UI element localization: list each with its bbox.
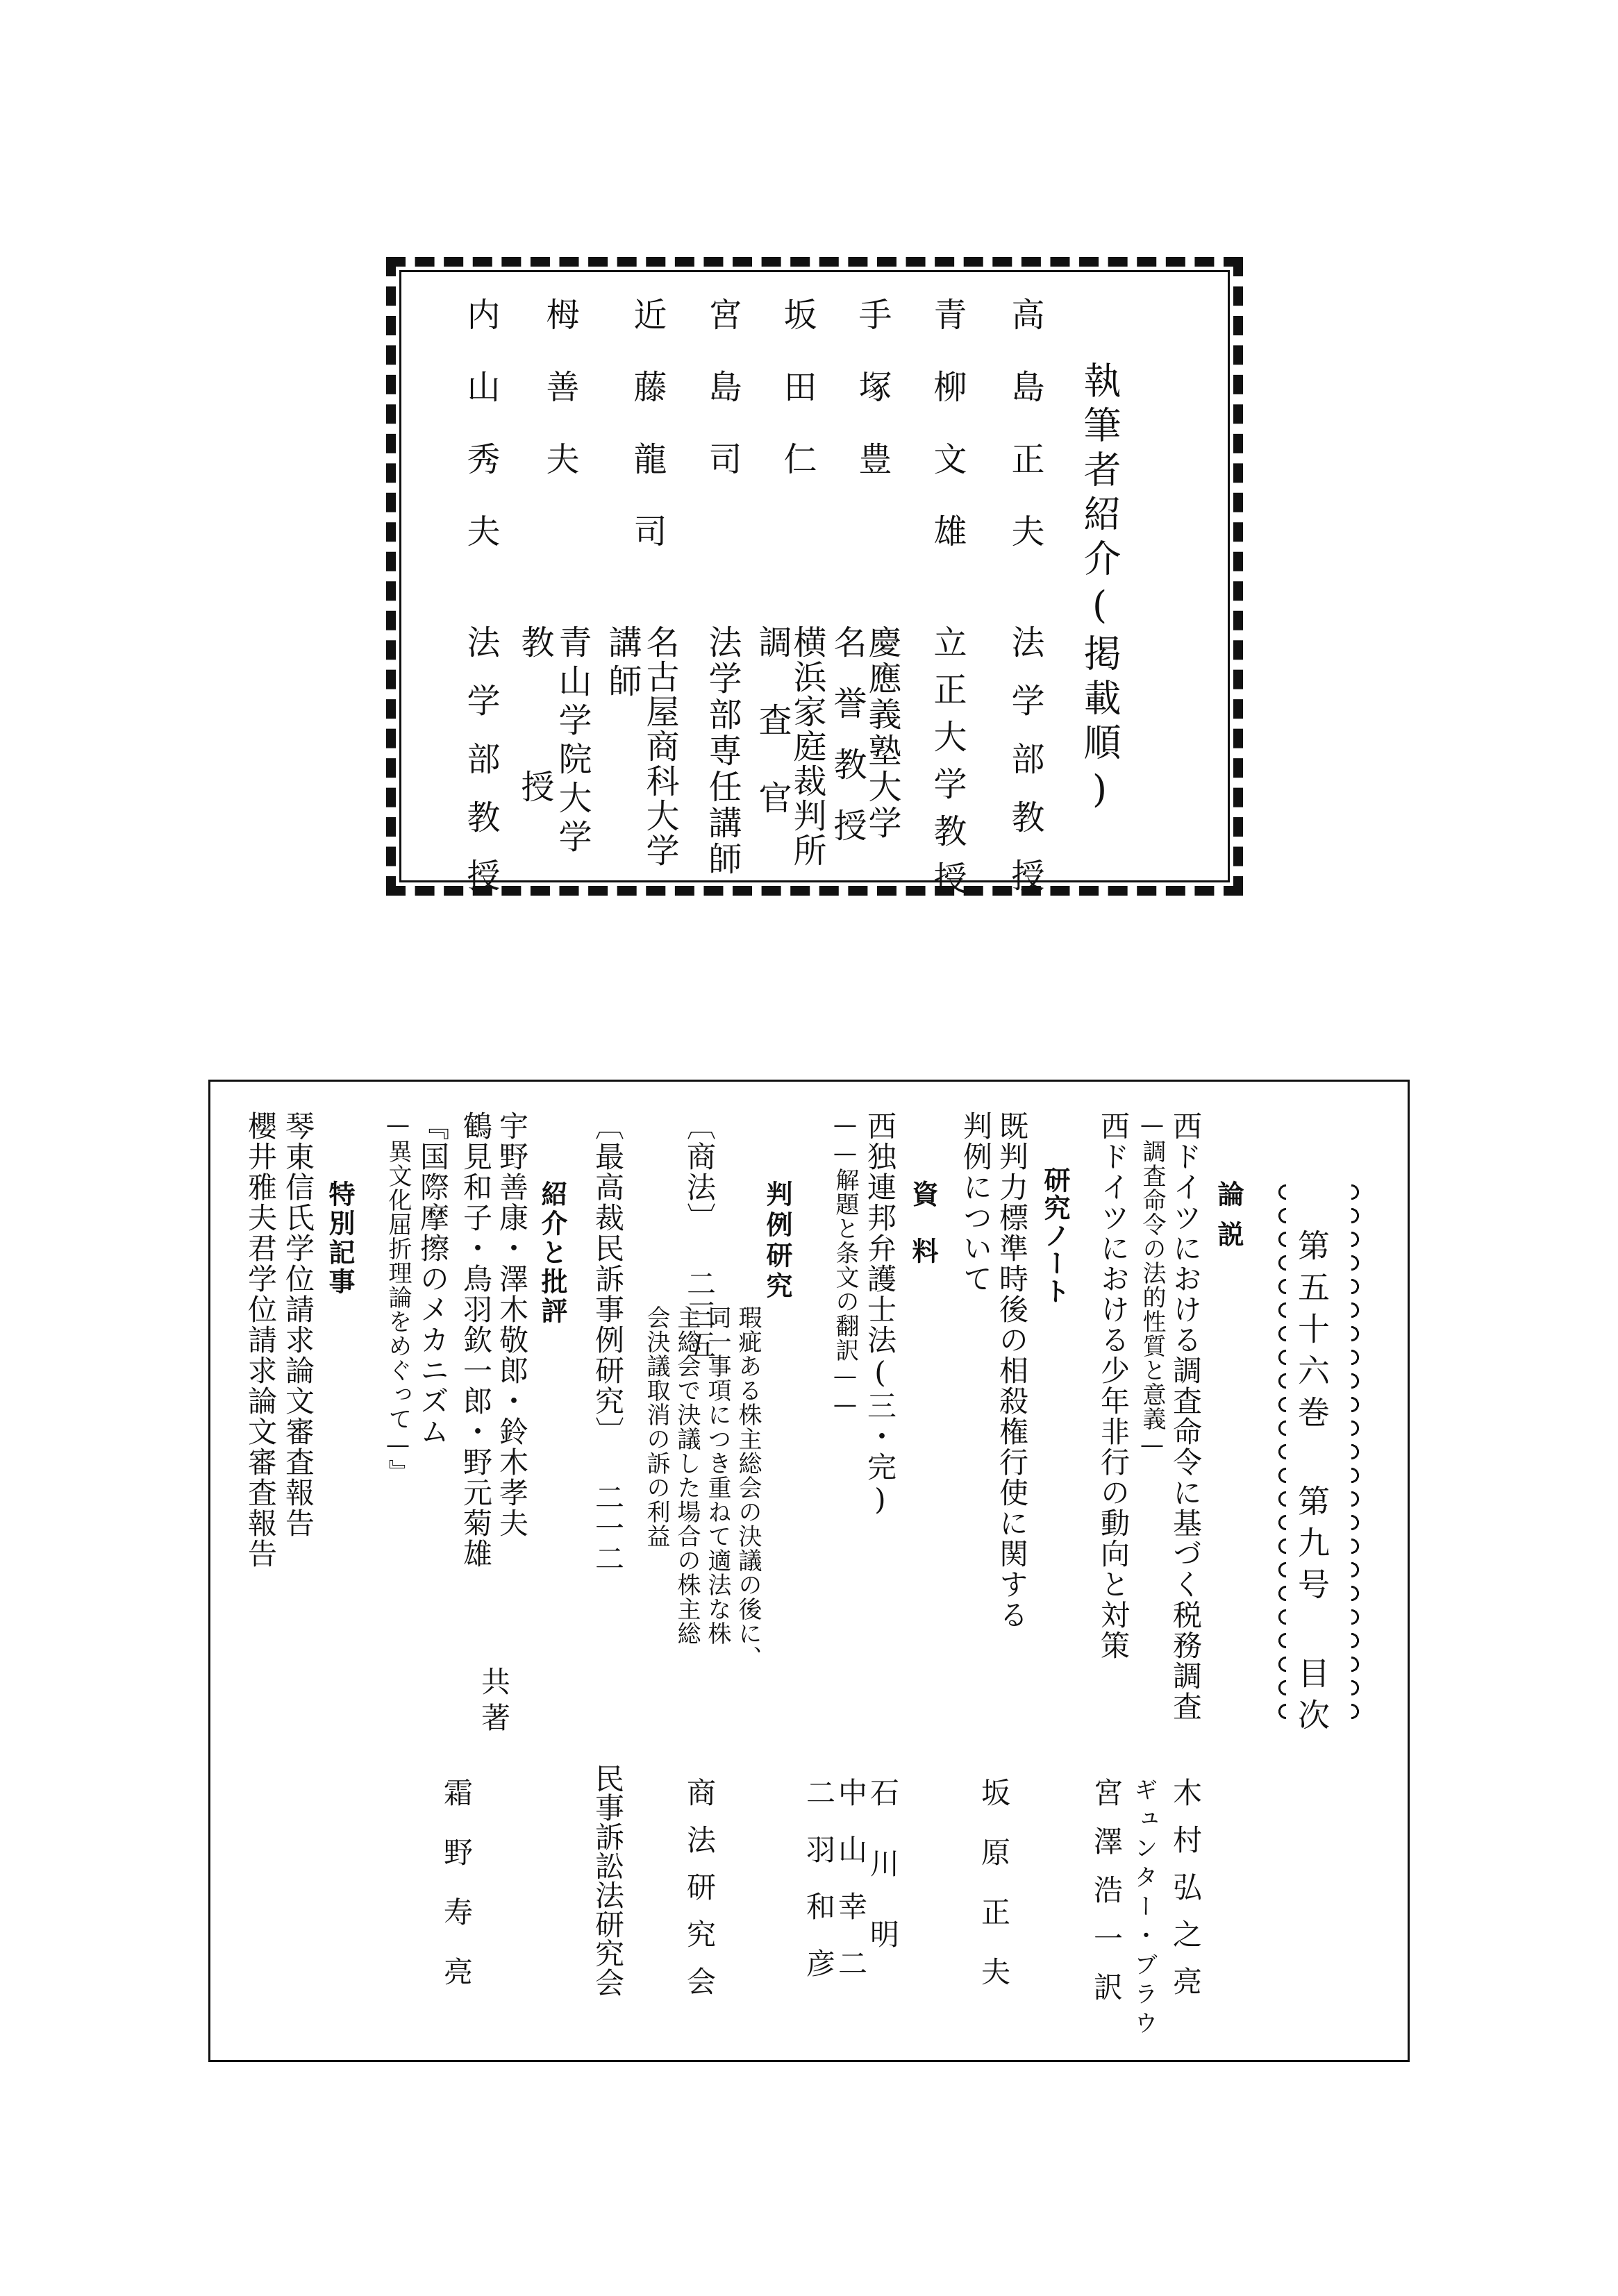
contributor-affiliation: 講師 (603, 625, 642, 703)
section-tokubetsu: 特別記事 (324, 1180, 356, 1297)
contributor-name: 坂田仁 (778, 297, 817, 514)
article-author: 坂原正夫 (977, 1777, 1011, 2016)
contributor-affiliation: 法学部専任講師 (703, 625, 742, 878)
wavy-bracket-right (1351, 1180, 1362, 1722)
article-subtitle: ——解題と条文の翻訳—— (831, 1111, 859, 1419)
contributor-affiliation: 法学部教授 (1006, 625, 1044, 916)
section-kenkyu-note: 研究ノート (1040, 1166, 1071, 1305)
section-ronsetsu: 論説 (1213, 1180, 1244, 1261)
wavy-bracket-left (1275, 1180, 1286, 1722)
contributor-name: 近藤龍司 (628, 297, 667, 586)
toc-heading: 第五十六巻 第九号 目次 (1293, 1229, 1331, 1740)
review-book-title: 『国際摩擦のメカニズム (416, 1111, 450, 1447)
contributors-title: 執筆者紹介(掲載順) (1078, 361, 1121, 818)
article-title: 西ドイツにおける少年非行の動向と対策 (1096, 1111, 1131, 1661)
review-editors-suffix: 共著 (477, 1666, 511, 1738)
contributor-affiliation: 横浜家庭裁判所 (787, 625, 826, 868)
contributor-affiliation: 法学部教授 (461, 625, 500, 916)
case-author: 民事訴訟法研究会 (591, 1763, 625, 1997)
case-label: 〔最高裁民訴事例研究〕 二一二 (591, 1111, 625, 1574)
article-author: 石川明 (866, 1777, 900, 1990)
contributor-affiliation: 慶應義塾大学 (862, 625, 901, 841)
article-author: 木村弘之亮 (1169, 1777, 1203, 2013)
review-author: 霜野寿亮 (440, 1777, 474, 2016)
article-title: 西独連邦弁護士法(三・完) (863, 1111, 897, 1518)
article-author: 中山幸二 (834, 1777, 868, 2005)
case-title: 同一事項につき重ねて適法な株 (703, 1305, 731, 1645)
report-title: 櫻井雅夫君学位請求論文審査報告 (244, 1111, 278, 1569)
contributor-affiliation: 調査官 (753, 625, 792, 858)
case-title: 瑕疵ある株主総会の決議の後に、 (734, 1305, 762, 1670)
review-book-subtitle: —異文化屈折理論をめぐって—』 (384, 1111, 412, 1484)
contributor-affiliation: 名誉教授 (828, 625, 867, 869)
contributor-name: 内山秀夫 (461, 297, 500, 586)
contributor-affiliation: 青山学院大学 (553, 625, 592, 858)
contributor-name: 青柳文雄 (928, 297, 967, 586)
article-translator: 宮澤浩一訳 (1090, 1777, 1124, 2020)
contributor-name: 手塚豊 (853, 297, 892, 514)
case-title: 会決議取消の訴の利益 (642, 1305, 670, 1548)
section-hanrei: 判例研究 (762, 1180, 793, 1302)
case-label: 〔商法〕 二三五 (683, 1111, 717, 1360)
case-title: 主総会で決議した場合の株主総 (673, 1305, 701, 1645)
article-author: 二羽和彦 (802, 1777, 836, 2005)
contributor-name: 高島正夫 (1006, 297, 1044, 586)
case-author: 商法研究会 (683, 1777, 717, 2013)
contributor-name: 宮島司 (703, 297, 742, 514)
article-subtitle: —調査命令の法的性質と意義— (1138, 1111, 1166, 1459)
report-title: 琴東信氏学位請求論文審査報告 (281, 1111, 315, 1539)
section-shokai: 紹介と批評 (537, 1180, 568, 1326)
article-author: ギュンター・ブラウ (1130, 1777, 1158, 2040)
article-title: 判例について (959, 1111, 993, 1294)
review-editors: 鶴見和子・鳥羽欽一郎・野元菊雄 (459, 1111, 493, 1569)
contributor-affiliation: 教授 (515, 625, 554, 914)
article-title: 西ドイツにおける調査命令に基づく税務調査 (1169, 1111, 1203, 1722)
section-shiryo: 資料 (908, 1180, 939, 1294)
review-editors: 宇野善康・澤木敬郎・鈴木孝夫 (495, 1111, 529, 1539)
contributor-affiliation: 名古屋商科大学 (640, 625, 679, 868)
contributor-affiliation: 立正大学教授 (928, 625, 967, 908)
article-title: 既判力標準時後の相殺権行使に関する (995, 1111, 1029, 1630)
contributor-name: 栂善夫 (540, 297, 579, 514)
